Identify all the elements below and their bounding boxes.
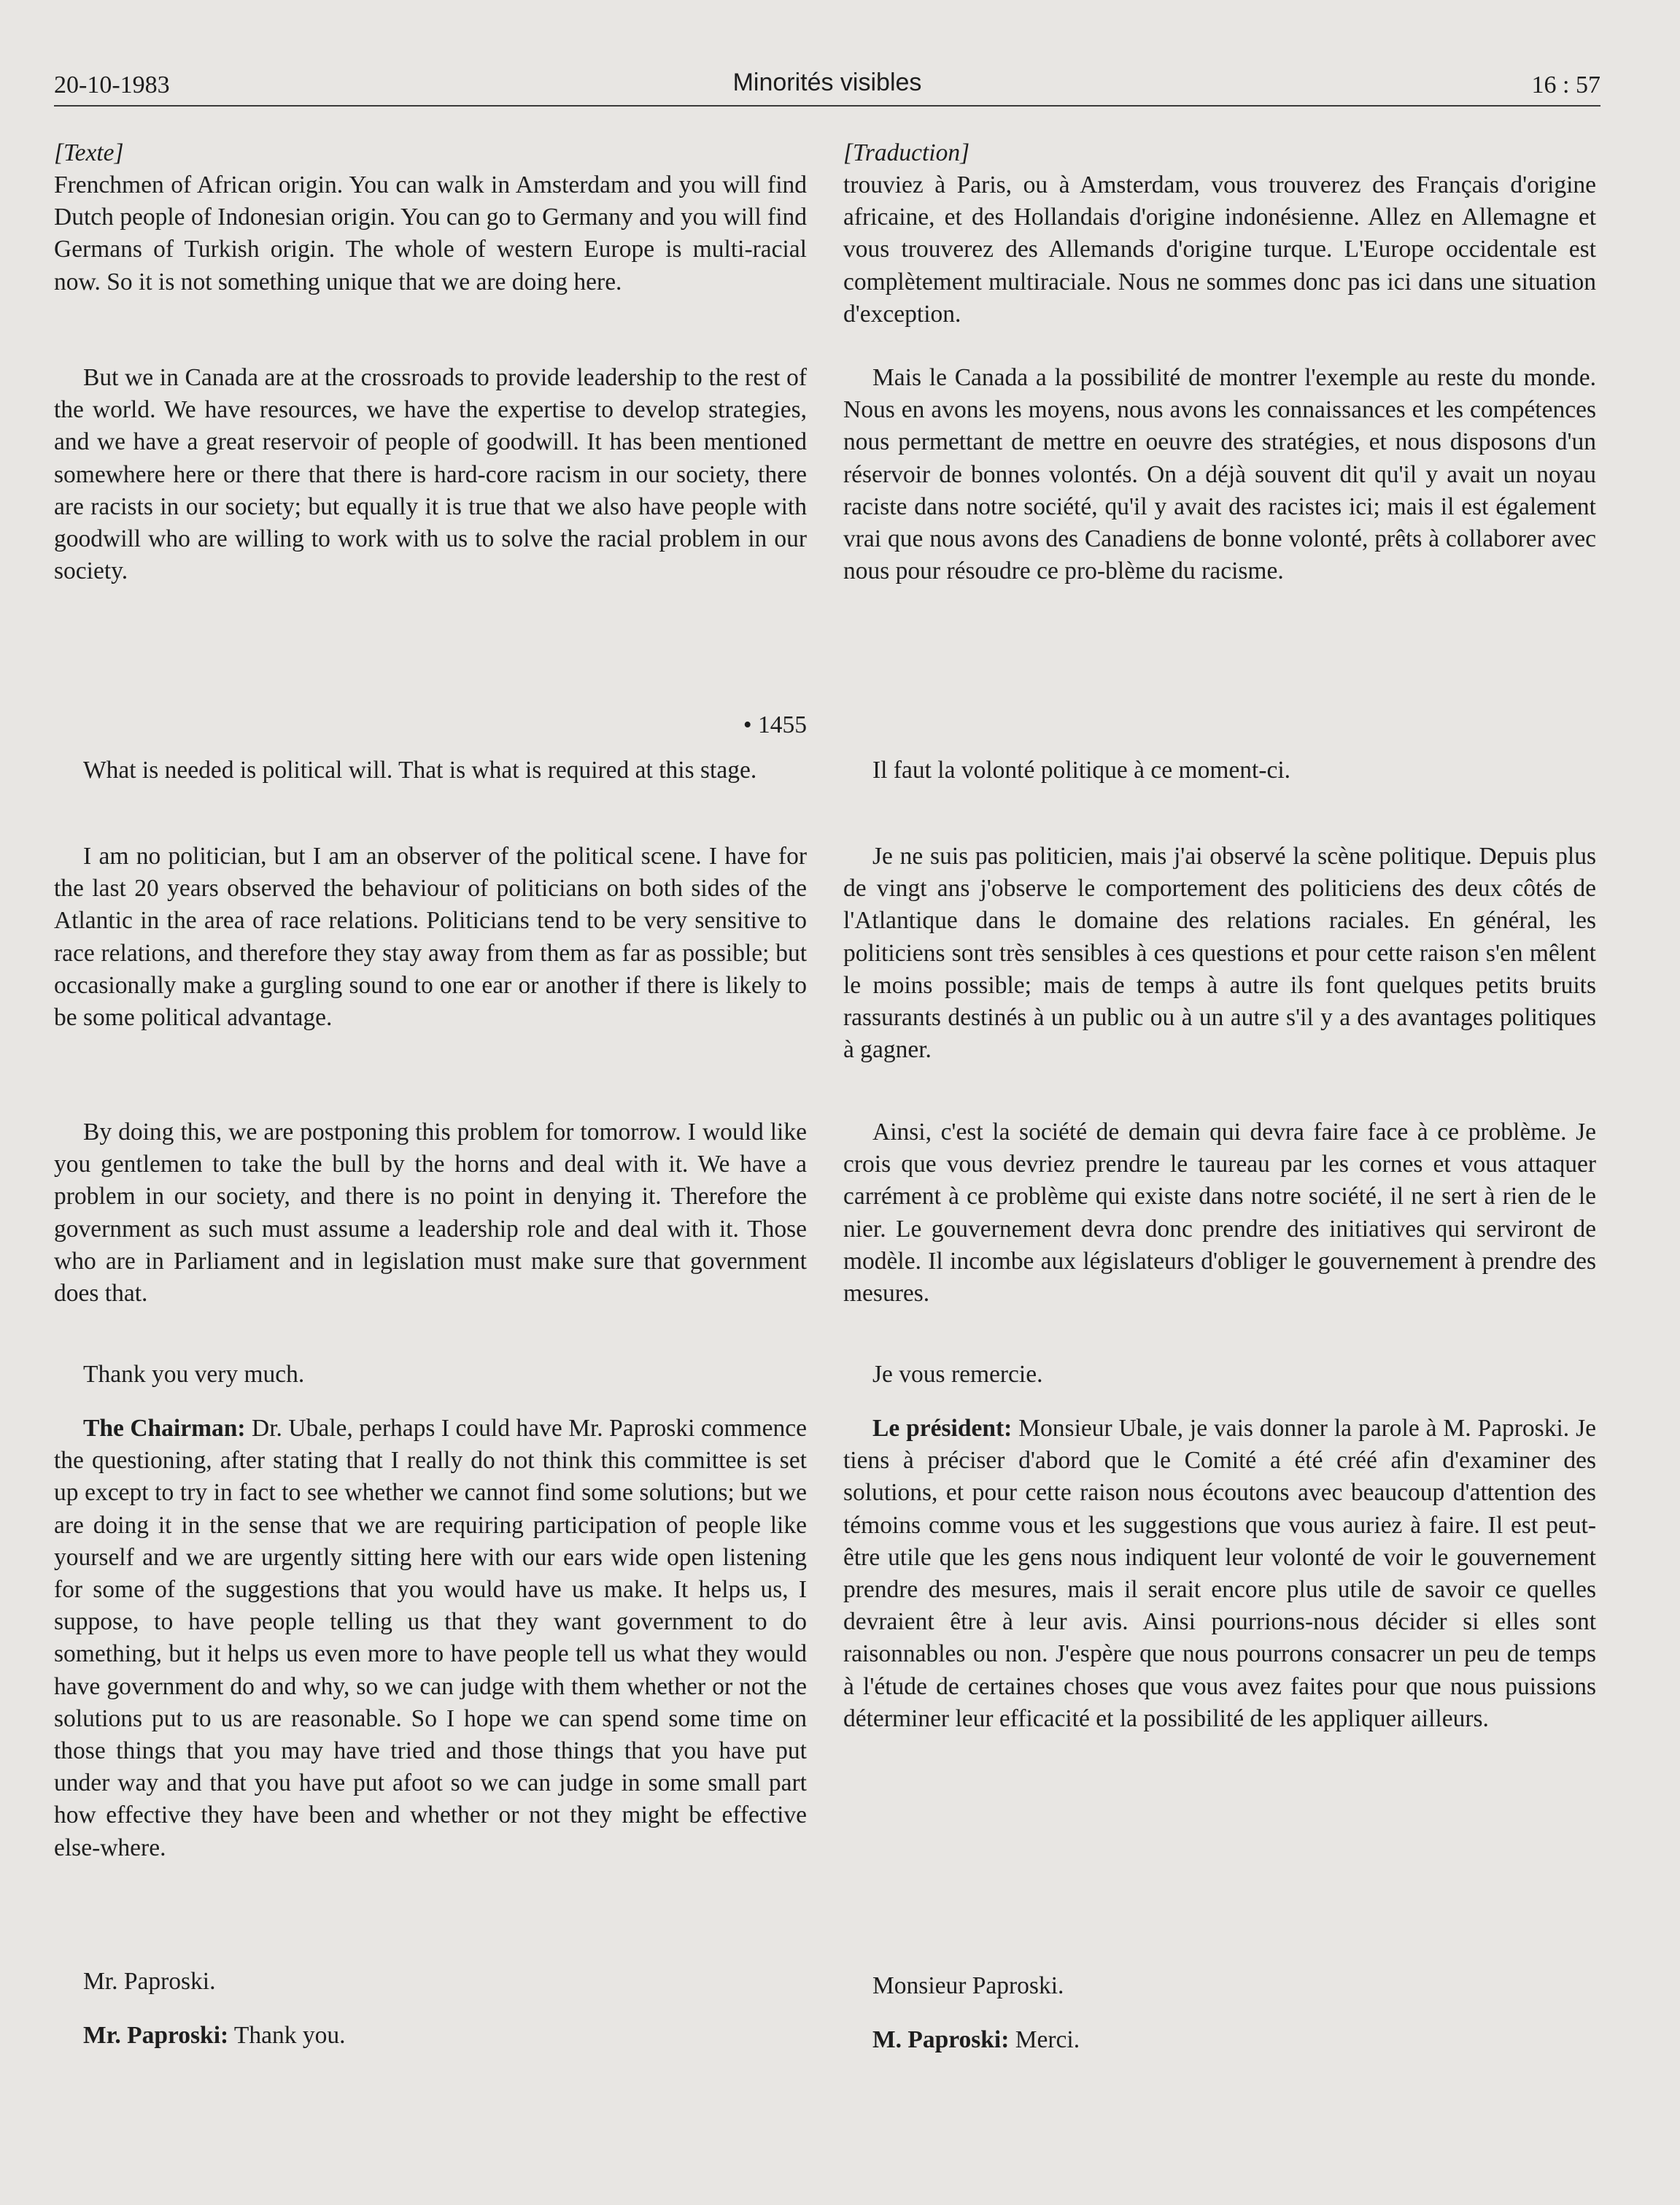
header-date: 20-10-1983 (54, 72, 170, 99)
header-rule (54, 105, 1600, 107)
en-paragraph-5: By doing this, we are postponing this problem for tomorrow. I would like you gentlemen to take the bull by the horns and deal with it. We have a problem in our society, and there is no point in denying it. Therefore the government as such must assume a leadership role and deal with it. Those who are in Parliament and in legislation must make sure that government does that. (54, 1119, 807, 1308)
en-paragraph-4: I am no politician, but I am an observer of the political scene. I have for the last 20 years observed the behaviour of politicians on both sides of the Atlantic in the area of race relations. Politicians tend to be very sensitive to race relations, and therefore they stay away from them as far as possible; but occasionally make a gurgling sound to one ear or another if there is likely to be some political advantage. (54, 843, 807, 1032)
fr-paragraph-3: Il faut la volonté politique à ce moment-ci. (872, 757, 1291, 784)
fr-paragraph-8: Monsieur Paproski. (872, 1972, 1064, 1999)
speaker-text: Dr. Ubale, perhaps I could have Mr. Paproski commence the questioning, after stating that I really do not think this committee is set up except to try in fact to see whether we cannot find some solutions; but we are doing it in the sense that we are requiring participation of people like yourself and we are urgently sitting here with our ears wide open listening for some of the suggestions that you would have us make. It helps us, I suppose, to have people telling us that they want government to do something, but it helps us even more to have people tell us what they would have government do and why, so we can judge with them whether or not the solutions put to us are reasonable. So I hope we can spend some time on those things that you may have tried and those things that you have put under way and that you have put afoot so we can judge in some small part how effective they have been and whether or not they might be effective else-where. (54, 1415, 807, 1861)
en-paragraph-8: Mr. Paproski. (83, 1968, 216, 1995)
time-marker: • 1455 (743, 711, 807, 738)
speaker-text: Thank you. (228, 2022, 346, 2049)
fr-paragraph-6: Je vous remercie. (872, 1361, 1043, 1388)
en-paragraph-3: What is needed is political will. That is what is required at this stage. (83, 757, 757, 784)
section-label-traduction: [Traduction] (843, 139, 970, 166)
fr-paragraph-paproski (843, 2024, 1596, 2056)
page-header (54, 64, 1600, 105)
fr-paragraph-president (843, 1413, 1596, 1735)
header-page-number: 16 : 57 (1531, 72, 1600, 99)
en-paragraph-chairman (54, 1413, 807, 1864)
fr-paragraph-5: Ainsi, c'est la société de demain qui devra faire face à ce problème. Je crois que vous devriez prendre le taureau par les cornes et vous attaquer carrément à ce problème qui existe dans notre société, il ne sert à rien de le nier. Le gouvernement devra donc prendre des initiatives qui serviront de modèle. Il incombe aux législateurs d'obliger le gouvernement à prendre des mesures. (843, 1119, 1596, 1308)
speaker-name: Le président: (872, 1415, 1013, 1442)
fr-paragraph-4: Je ne suis pas politicien, mais j'ai observé la scène politique. Depuis plus de vingt ans j'observe le comportement des politiciens des deux côtés de l'Atlantique dans le domaine des relations raciales. En général, les politiciens sont très sensibles à ces questions et pour cette raison s'en mêlent le moins possible; mais de temps à autre ils font quelques petits bruits rassurants destinés à un public ou à un autre s'il y a des avantages politiques à gagner. (843, 843, 1596, 1064)
speaker-name: Mr. Paproski: (83, 2022, 229, 2049)
en-paragraph-paproski (54, 2020, 807, 2052)
header-title: Minorités visibles (732, 69, 922, 96)
en-paragraph-6: Thank you very much. (83, 1361, 305, 1388)
section-label-texte: [Texte] (54, 139, 124, 166)
fr-paragraph-2: Mais le Canada a la possibilité de montrer l'exemple au reste du monde. Nous en avons les moyens, nous avons les connaissances et les compétences nous permettant de mettre en oeuvre des stratégies, et nous disposons d'un réservoir de bonnes volontés. On a déjà souvent dit qu'il y avait un noyau raciste dans notre société, qu'il y avait des racistes ici; mais il est également vrai que nous avons des Canadiens de bonne volonté, prêts à collaborer avec nous pour résoudre ce pro-blème du racisme. (843, 364, 1596, 585)
speaker-name: The Chairman: (83, 1415, 246, 1442)
en-paragraph-2: But we in Canada are at the crossroads to provide leadership to the rest of the world. We have resources, we have the expertise to develop strategies, and we have a great reservoir of people of goodwill. It has been mentioned somewhere here or there that there is hard-core racism in our society, there are racists in our society; but equally it is true that we also have people with goodwill who are willing to work with us to solve the racial problem in our society. (54, 364, 807, 585)
speaker-name: M. Paproski: (872, 2026, 1010, 2053)
fr-paragraph-1: trouviez à Paris, ou à Amsterdam, vous trouverez des Français d'origine africaine, et des Hollandais d'origine indonésienne. Allez en Allemagne et vous trouverez des Allemands d'origine turque. L'Europe occidentale est complètement multiraciale. Nous ne sommes donc pas ici dans une situation d'exception. (843, 171, 1596, 328)
speaker-text: Monsieur Ubale, je vais donner la parole à M. Paproski. Je tiens à préciser d'abord que le Comité a été créé afin d'examiner des solutions, et pour cette raison nous écoutons avec beaucoup d'attention des témoins comme vous et les suggestions que vous auriez à faire. Il est peut-être utile que les gens nous indiquent leur volonté de voir le gouvernement prendre des mesures, mais il serait encore plus utile de savoir ce quelles devraient être à leur avis. Ainsi pourrions-nous décider si elles sont raisonnables ou non. J'espère que nous pourrons consacrer un peu de temps à l'étude de certaines choses que vous avez faites pour que nous puissions déterminer leur efficacité et la possibilité de les appliquer ailleurs. (843, 1415, 1596, 1732)
speaker-text: Merci. (1009, 2026, 1080, 2053)
en-paragraph-1: Frenchmen of African origin. You can walk in Amsterdam and you will find Dutch people of Indonesian origin. You can go to Germany and you will find Germans of Turkish origin. The whole of western Europe is multi-racial now. So it is not something unique that we are doing here. (54, 171, 807, 296)
